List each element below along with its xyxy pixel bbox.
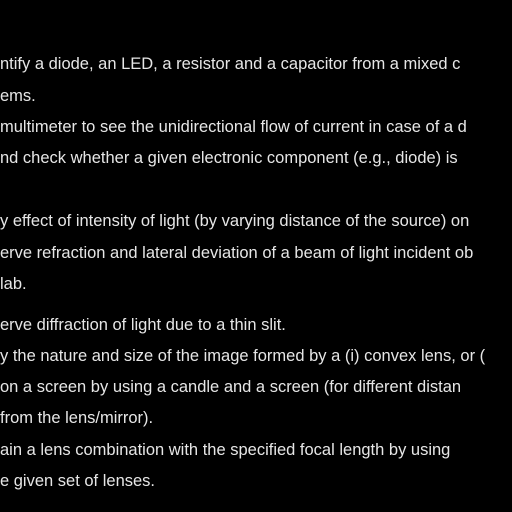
text-line-13: e given set of lenses. [0, 472, 156, 490]
text-line-7: lab. [0, 275, 27, 293]
text-line-3: multimeter to see the unidirectional flow of current in case of a d [0, 118, 467, 136]
text-line-4: nd check whether a given electronic component (e.g., diode) is [0, 149, 458, 167]
text-line-5: y effect of intensity of light (by varying distance of the source) on [0, 212, 470, 230]
text-line-1: ntify a diode, an LED, a resistor and a capacitor from a mixed c [0, 55, 461, 73]
text-line-9: y the nature and size of the image formed by a (i) convex lens, or ( [0, 347, 486, 365]
text-line-12: ain a lens combination with the specified focal length by using [0, 441, 451, 459]
text-line-8: erve diffraction of light due to a thin slit. [0, 316, 286, 334]
text-line-6: erve refraction and lateral deviation of a beam of light incident ob [0, 244, 474, 262]
text-line-11: from the lens/mirror). [0, 409, 154, 427]
text-line-10: on a screen by using a candle and a screen (for different distan [0, 378, 462, 396]
text-line-2: ems. [0, 87, 36, 105]
